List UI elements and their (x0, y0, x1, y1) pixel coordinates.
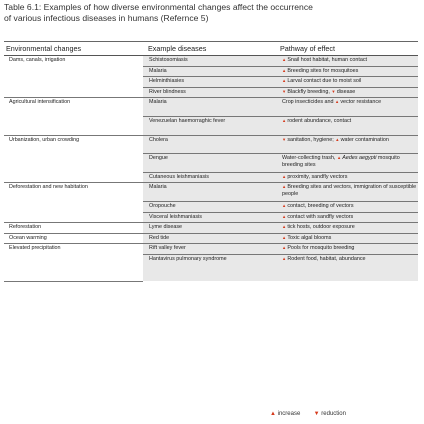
cell-example-disease: Helminthiasies (143, 77, 258, 88)
triangle-up-icon: ▲ (282, 67, 288, 73)
table-row (4, 172, 418, 183)
cell-environmental-change: Dams, canals, irrigation (4, 56, 143, 67)
triangle-up-icon: ▲ (335, 136, 341, 142)
pathway-text: Breeding sites for mosquitoes (287, 67, 359, 74)
table-row (4, 223, 418, 234)
caption-line-1: Table 6.1: Examples of how diverse environmental changes affect the occurrence (4, 2, 313, 12)
table-header-row (4, 42, 418, 56)
pathway-text: Snail host habitat, human contact (287, 57, 368, 63)
cell-example-disease: Malaria (143, 183, 258, 202)
cell-pathway (258, 254, 418, 281)
cell-environmental-change (4, 172, 143, 183)
pathway-text: Water-collecting trash, (282, 155, 336, 162)
cell-pathway (258, 116, 418, 135)
triangle-up-icon: ▲ (282, 184, 288, 190)
triangle-up-icon: ▲ (335, 99, 341, 105)
cell-environmental-change (4, 87, 143, 98)
cell-pathway (258, 172, 418, 183)
table-row (4, 201, 418, 212)
cell-example-disease: Cholera (143, 135, 258, 154)
triangle-up-icon: ▲ (282, 224, 288, 230)
table-row (4, 154, 418, 173)
pathway-text: contact with sandfly vectors (287, 213, 354, 220)
pathway-text: tick hosts, outdoor exposure (287, 224, 355, 231)
pathway-text: Rodent food, habitat, abundance (287, 255, 366, 262)
cell-pathway (258, 244, 418, 255)
triangle-down-icon: ▼ (331, 88, 337, 94)
triangle-up-icon: ▲ (282, 213, 288, 219)
cell-pathway (258, 183, 418, 202)
pathway-text: Breeding sites and vectors, immigration of susceptible people (282, 184, 417, 197)
pathway-extra-text: Aedes aegypti (342, 155, 377, 162)
cell-environmental-change (4, 212, 143, 223)
cell-environmental-change (4, 201, 143, 212)
triangle-down-icon: ▼ (282, 136, 288, 142)
cell-environmental-change (4, 116, 143, 135)
triangle-up-icon: ▲ (282, 173, 288, 179)
pathway-extra-text: vector resistance (340, 99, 382, 106)
cell-pathway (258, 212, 418, 223)
cell-pathway (258, 233, 418, 244)
pathway-extra-text: disease (336, 88, 356, 95)
table-caption (4, 2, 418, 23)
table-row (4, 56, 418, 67)
pathway-text: proximity, sandfly vectors (287, 173, 348, 180)
cell-pathway (258, 154, 418, 173)
table-row (4, 77, 418, 88)
cell-example-disease: Rift valley fever (143, 244, 258, 255)
triangle-up-icon: ▲ (270, 411, 276, 417)
cell-example-disease: Visceral leishmaniasis (143, 212, 258, 223)
table-body (4, 56, 418, 282)
disease-table (4, 41, 418, 282)
triangle-up-icon: ▲ (282, 57, 288, 62)
cell-example-disease: Oropouche (143, 201, 258, 212)
table-row (4, 135, 418, 154)
cell-example-disease: Red tide (143, 233, 258, 244)
triangle-up-icon: ▲ (336, 155, 343, 161)
pathway-extra-text: water contamination (340, 136, 389, 143)
table-row (4, 244, 418, 255)
cell-environmental-change (4, 77, 143, 88)
cell-environmental-change: Elevated precipitation (4, 244, 143, 255)
cell-example-disease: Venezuelan haemorraghic fever (143, 116, 258, 135)
cell-example-disease: Schistosomiasis (143, 56, 258, 67)
triangle-up-icon: ▲ (282, 234, 288, 240)
cell-example-disease: Cutaneous leishmaniasis (143, 172, 258, 183)
triangle-up-icon: ▲ (282, 245, 288, 251)
table-row (4, 98, 418, 117)
pathway-text: rodent abundance, contact (287, 117, 352, 124)
cell-pathway (258, 223, 418, 234)
pathway-text: Toxic algal blooms (287, 234, 332, 241)
cell-environmental-change: Deforestation and new habitation (4, 183, 143, 202)
cell-example-disease: Hantavirus pulmonary syndrome (143, 254, 258, 281)
table-row (4, 254, 418, 281)
pathway-text: Crop insecticides and (282, 99, 334, 106)
cell-example-disease: Dengue (143, 154, 258, 173)
cell-pathway (258, 66, 418, 77)
cell-example-disease: Malaria (143, 66, 258, 77)
cell-environmental-change (4, 254, 143, 281)
pathway-tail-text: mosquito breeding sites (282, 155, 400, 168)
pathway-text: Larval contact due to moist soil (287, 78, 362, 85)
pathway-text: contact, breeding of vectors (287, 202, 354, 209)
pathway-text: Blackfly breeding, (287, 88, 330, 95)
pathway-text: sanitation, hygiene; (287, 136, 334, 143)
table-row (4, 87, 418, 98)
cell-environmental-change: Agricultural intensification (4, 98, 143, 117)
table-row (4, 66, 418, 77)
table-row (4, 183, 418, 202)
legend-reduction: reduction (321, 411, 346, 417)
cell-pathway (258, 135, 418, 154)
cell-pathway (258, 87, 418, 98)
cell-environmental-change: Ocean warming (4, 233, 143, 244)
triangle-up-icon: ▲ (282, 255, 288, 261)
triangle-down-icon: ▼ (282, 88, 288, 94)
cell-environmental-change: Reforestation (4, 223, 143, 234)
triangle-down-icon: ▼ (313, 411, 320, 417)
triangle-up-icon: ▲ (282, 202, 288, 208)
legend-increase: increase (277, 411, 301, 417)
cell-environmental-change (4, 154, 143, 173)
header-environmental-changes: Environmental changes (4, 42, 143, 56)
header-pathway-of-effect: Pathway of effect (258, 42, 418, 56)
table-row (4, 212, 418, 223)
cell-environmental-change: Urbanization, urban crowding (4, 135, 143, 154)
cell-pathway (258, 98, 418, 117)
triangle-up-icon: ▲ (282, 117, 288, 123)
pathway-text: Pools for mosquito breeding (287, 245, 355, 252)
caption-line-2: of various infectious diseases in humans (Refernce 5) (4, 12, 209, 23)
header-example-diseases: Example diseases (143, 42, 258, 56)
cell-pathway (258, 77, 418, 88)
cell-example-disease: Malaria (143, 98, 258, 117)
table-row (4, 233, 418, 244)
cell-example-disease: River blindness (143, 87, 258, 98)
table-row (4, 116, 418, 135)
cell-pathway (258, 56, 418, 67)
cell-environmental-change (4, 66, 143, 77)
legend (270, 410, 420, 418)
cell-example-disease: Lyme disease (143, 223, 258, 234)
triangle-up-icon: ▲ (282, 78, 288, 84)
cell-pathway (258, 201, 418, 212)
